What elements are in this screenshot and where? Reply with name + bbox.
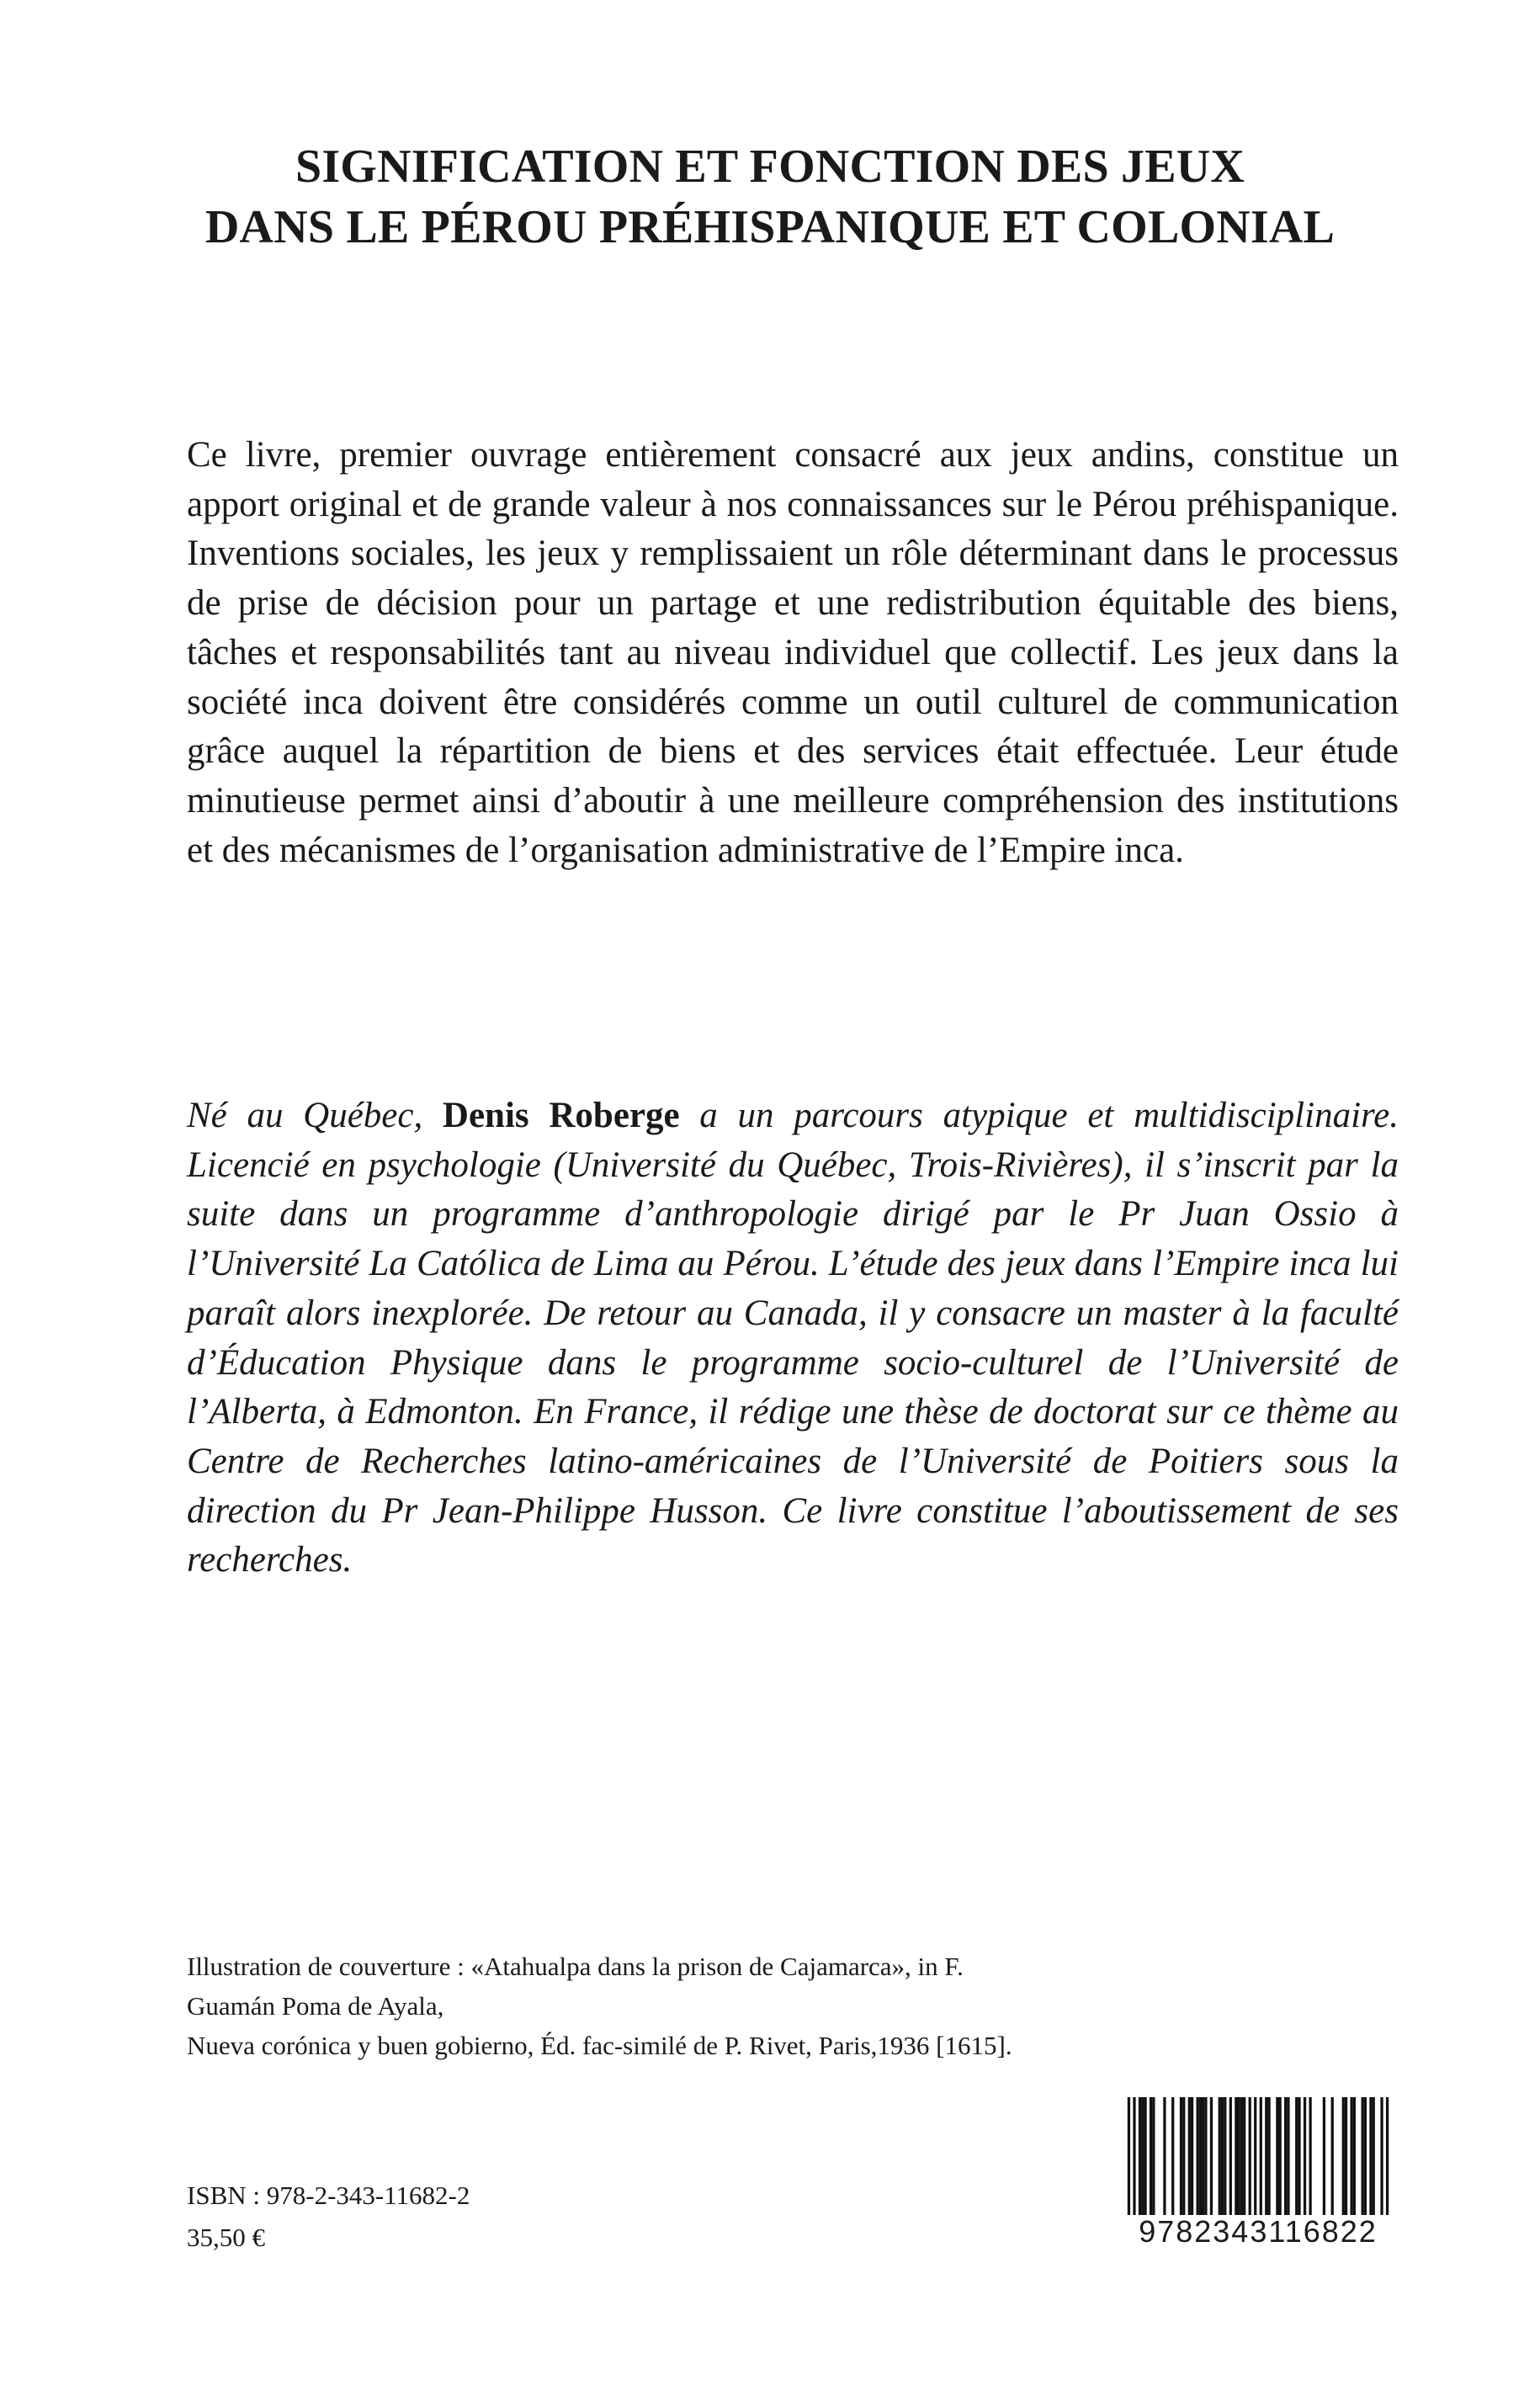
- barcode-bar: [1171, 2097, 1174, 2223]
- barcode-bar: [1133, 2097, 1135, 2223]
- barcode-bar: [1182, 2097, 1185, 2223]
- barcode-bar: [1141, 2097, 1144, 2223]
- barcode-bar: [1353, 2097, 1356, 2223]
- barcode-bar: [1331, 2097, 1334, 2223]
- barcode-bar: [1369, 2097, 1372, 2223]
- credit-line-2: Guamán Poma de Ayala,: [187, 1991, 444, 2021]
- barcode-bar: [1279, 2097, 1282, 2223]
- bio-text: a un parcours atypique et multidisciplinaire. Licencié en psychologie (Université du Québec, Trois-Rivières), il s’inscrit par la suite dans un programme d’anthropologie dirigé par le Pr Juan Ossio à l’Université La Católica de Lima au Pérou. L’étude des jeux dans l’Empire inca lui paraît alors inexplorée. De retour au Canada, il y consacre un master à la faculté d’Éducation Physique dans le programme socio-culturel de l’Université de l’Alberta, à Edmonton. En France, il rédige une thèse de doctorat sur ce thème au Centre de Recherches latino-américaines de l’Université de Poitiers sous la direction du Pr Jean-Philippe Husson. Ce livre constitue l’aboutissement de ses recherches.: [187, 1096, 1399, 1580]
- barcode-bar: [1345, 2097, 1347, 2223]
- barcode-bar: [1199, 2097, 1202, 2223]
- barcode-bar: [1224, 2097, 1226, 2223]
- barcode-bar: [1260, 2097, 1262, 2223]
- barcode-bar: [1284, 2097, 1287, 2223]
- barcode-bar: [1373, 2097, 1375, 2223]
- book-title-line-2: DANS LE PÉROU PRÉHISPANIQUE ET COLONIAL: [204, 201, 1336, 253]
- barcode-bar: [1243, 2097, 1245, 2223]
- barcode-bar: [1238, 2097, 1240, 2223]
- barcode-bar: [1298, 2097, 1300, 2223]
- price: 35,50 €: [187, 2223, 265, 2252]
- barcode-bar: [1221, 2097, 1224, 2223]
- credit-line-1: Illustration de couverture : «Atahualpa dans la prison de Cajamarca», in F.: [187, 1952, 964, 1981]
- barcode-bar: [1380, 2097, 1383, 2223]
- barcode-bar: [1196, 2097, 1198, 2223]
- barcode-bar: [1180, 2097, 1182, 2223]
- barcode-bar: [1323, 2097, 1325, 2223]
- cover-illustration-credit: [187, 1947, 1399, 2065]
- barcode-bar: [1265, 2097, 1267, 2223]
- barcode-bar: [1235, 2097, 1237, 2223]
- book-title: [0, 136, 1540, 258]
- barcode-bar: [1276, 2097, 1278, 2223]
- book-title-line-1: SIGNIFICATION ET FONCTION DES JEUX: [295, 141, 1245, 193]
- author-bio: [187, 1092, 1399, 1586]
- barcode-bar: [1254, 2097, 1256, 2223]
- bio-intro: Né au Québec,: [187, 1096, 443, 1135]
- barcode-bar: [1144, 2097, 1146, 2223]
- barcode-bar: [1229, 2097, 1232, 2223]
- barcode-digits: 9782343116822: [1119, 2215, 1397, 2249]
- barcode-bar: [1219, 2097, 1221, 2223]
- barcode-bar: [1240, 2097, 1243, 2223]
- credit-line-3: Nueva corónica y buen gobierno, Éd. fac-similé de P. Rivet, Paris,1936 [1615].: [187, 2031, 1012, 2060]
- isbn: ISBN : 978-2-343-11682-2: [187, 2180, 470, 2210]
- barcode-bar: [1342, 2097, 1345, 2223]
- book-summary: Ce livre, premier ouvrage entièrement consacré aux jeux andins, constitue un apport original et de grande valeur à nos connaissances sur le Pérou préhispanique. Inventions sociales, les jeux y remplissaient un rôle déterminant dans le processus de prise de décision pour un partage et une redistribution équitable des biens, tâches et responsabilités tant au niveau individuel que collectif. Les jeux dans la société inca doivent être considérés comme un outil culturel de communication grâce auquel la répartition de biens et des services était effectuée. Leur étude minutieuse permet ainsi d’aboutir à une meilleure compréhension des institutions et des mécanismes de l’organisation administrative de l’Empire inca.: [187, 435, 1399, 870]
- barcode-bar: [1128, 2097, 1130, 2223]
- barcode-bar: [1139, 2097, 1141, 2223]
- barcode-bar: [1202, 2097, 1204, 2223]
- barcode-bar: [1350, 2097, 1352, 2223]
- barcode-bar: [1150, 2097, 1152, 2223]
- barcode-bar: [1364, 2097, 1367, 2223]
- barcode-bar: [1287, 2097, 1289, 2223]
- barcode-bar: [1267, 2097, 1270, 2223]
- barcode-bar: [1210, 2097, 1213, 2223]
- barcode-bar: [1304, 2097, 1306, 2223]
- barcode-bar: [1249, 2097, 1251, 2223]
- barcode-bar: [1191, 2097, 1193, 2223]
- barcode-bar: [1309, 2097, 1311, 2223]
- author-name: Denis Roberge: [442, 1096, 680, 1135]
- barcode-bar: [1362, 2097, 1364, 2223]
- barcode-bar: [1204, 2097, 1207, 2223]
- barcode-bar: [1152, 2097, 1155, 2223]
- barcode-bars: [1119, 2097, 1397, 2223]
- barcode-bar: [1295, 2097, 1298, 2223]
- barcode-bar: [1188, 2097, 1191, 2223]
- barcode: [1119, 2097, 1397, 2254]
- barcode-bar: [1386, 2097, 1389, 2223]
- barcode-bar: [1163, 2097, 1166, 2223]
